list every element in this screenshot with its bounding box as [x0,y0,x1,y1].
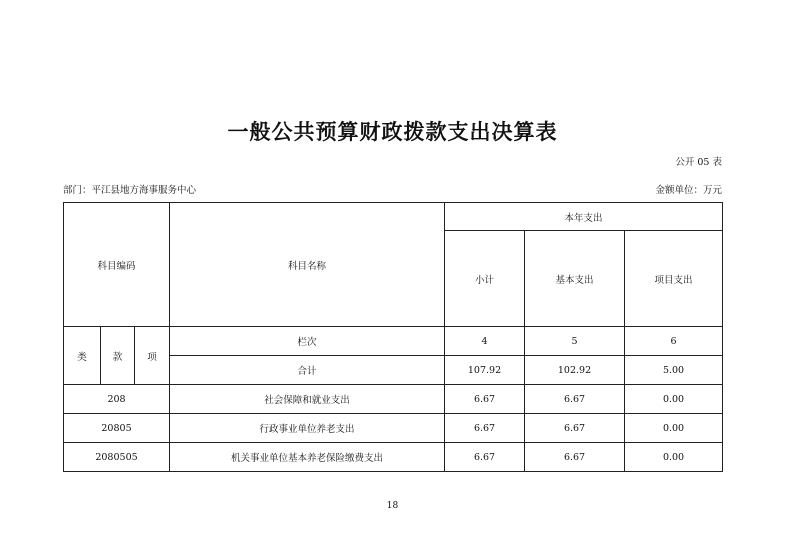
page-number: 18 [386,501,399,511]
page-title: 一般公共预算财政拨款支出决算表 [227,120,558,144]
row-name: 社会保障和就业支出 [170,385,445,414]
row-code: 20805 [64,414,170,443]
total-subtotal: 107.92 [445,356,525,385]
total-basic: 102.92 [525,356,625,385]
row-project: 0.00 [625,443,723,472]
header-subject-code: 科目编码 [64,203,170,327]
row-project: 0.00 [625,385,723,414]
column-index-6: 6 [625,327,723,356]
row-name: 机关事业单位基本养老保险缴费支出 [170,443,445,472]
row-code: 2080505 [64,443,170,472]
row-basic: 6.67 [525,414,625,443]
header-basic: 基本支出 [525,231,625,327]
row-subtotal: 6.67 [445,385,525,414]
row-name: 行政事业单位养老支出 [170,414,445,443]
header-lei: 类 [64,327,101,385]
table-row [64,414,723,443]
row-subtotal: 6.67 [445,414,525,443]
header-xiang: 项 [135,327,170,385]
expenditure-table [63,202,723,472]
header-subtotal: 小计 [445,231,525,327]
header-kuan: 款 [101,327,135,385]
header-project: 项目支出 [625,231,723,327]
row-basic: 6.67 [525,443,625,472]
table-code-label: 公开 05 表 [675,157,722,168]
table-row [64,443,723,472]
column-index-5: 5 [525,327,625,356]
department-label: 部门：平江县地方海事服务中心 [63,185,197,196]
unit-label: 金额单位：万元 [655,185,722,196]
header-current-year: 本年支出 [445,203,723,231]
total-project: 5.00 [625,356,723,385]
total-label: 合计 [170,356,445,385]
row-project: 0.00 [625,414,723,443]
row-subtotal: 6.67 [445,443,525,472]
column-index-label: 栏次 [170,327,445,356]
column-index-4: 4 [445,327,525,356]
row-code: 208 [64,385,170,414]
row-basic: 6.67 [525,385,625,414]
table-row [64,385,723,414]
header-subject-name: 科目名称 [170,203,445,327]
